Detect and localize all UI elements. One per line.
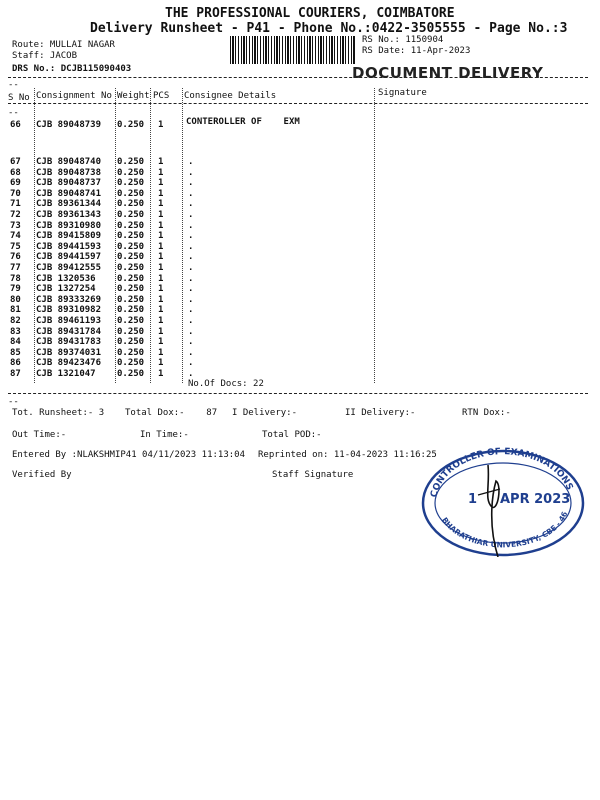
runsheet-subtitle: Delivery Runsheet - P41 - Phone No.:0422-3505555 - Page No.:3 — [90, 21, 568, 36]
row-weight: 0.250 — [117, 252, 145, 262]
row-sno: 87 — [10, 369, 21, 379]
no-of-docs: No.Of Docs: 22 — [188, 379, 264, 389]
document-delivery-stamp: DOCUMENT DELIVERY — [352, 64, 544, 82]
row-sno: 83 — [10, 327, 21, 337]
row-consignment: CJB 89048741 — [36, 189, 102, 199]
row-pcs: 1 — [158, 242, 164, 252]
col-divider — [182, 88, 183, 383]
row-sno: 85 — [10, 348, 21, 358]
row-consignee: . — [188, 189, 194, 199]
row-weight: 0.250 — [117, 242, 145, 252]
row-weight: 0.250 — [117, 168, 145, 178]
row-sno: 72 — [10, 210, 21, 220]
row-sno: 66 — [10, 120, 21, 130]
row-sno: 81 — [10, 305, 21, 315]
col-sno: S No — [8, 93, 30, 103]
row-weight: 0.250 — [117, 305, 145, 315]
row-weight: 0.250 — [117, 263, 145, 273]
row-consignee: . — [188, 199, 194, 209]
row-consignment: CJB 89048738 — [36, 168, 102, 178]
row-consignee: . — [188, 210, 194, 220]
row-consignee: . — [188, 168, 194, 178]
row-sno: 68 — [10, 168, 21, 178]
row-sno: 71 — [10, 199, 21, 209]
row-pcs: 1 — [158, 263, 164, 273]
row-sno: 82 — [10, 316, 21, 326]
row-consignment: CJB 89333269 — [36, 295, 102, 305]
row-weight: 0.250 — [117, 369, 145, 379]
row-pcs: 1 — [158, 231, 164, 241]
row-weight: 0.250 — [117, 231, 145, 241]
row-weight: 0.250 — [117, 295, 145, 305]
row-consignee: . — [188, 305, 194, 315]
row-weight: 0.250 — [117, 327, 145, 337]
row-consignment: CJB 89048740 — [36, 157, 102, 167]
row-consignee: . — [188, 231, 194, 241]
company-title: THE PROFESSIONAL COURIERS, COIMBATORE — [165, 6, 455, 21]
row-consignment: CJB 1321047 — [36, 369, 96, 379]
row-consignee: . — [188, 327, 194, 337]
svg-text:APR 2023: APR 2023 — [500, 492, 571, 507]
row-consignment: CJB 89441597 — [36, 252, 102, 262]
total-dox: Total Dox:- 87 — [125, 408, 218, 418]
row-sno: 67 — [10, 157, 21, 167]
row-pcs: 1 — [158, 284, 164, 294]
row-pcs: 1 — [158, 274, 164, 284]
row-consignment: CJB 89361343 — [36, 210, 102, 220]
row-pcs: 1 — [158, 358, 164, 368]
row-consignment: CJB 89361344 — [36, 199, 102, 209]
row-weight: 0.250 — [117, 157, 145, 167]
row-consignment: CJB 89415809 — [36, 231, 102, 241]
i-delivery: I Delivery:- — [232, 408, 298, 418]
verified-by: Verified By — [12, 470, 72, 480]
row-pcs: 1 — [158, 305, 164, 315]
col-divider — [150, 88, 151, 383]
row-consignee: . — [188, 348, 194, 358]
row-sno: 84 — [10, 337, 21, 347]
columns-divider — [8, 103, 588, 104]
row-pcs: 1 — [158, 178, 164, 188]
row-consignment: CJB 89423476 — [36, 358, 102, 368]
drs-number: DRS No.: DCJB115090403 — [12, 64, 132, 74]
row-weight: 0.250 — [117, 221, 145, 231]
col-divider — [115, 88, 116, 383]
row-weight: 0.250 — [117, 178, 145, 188]
row-consignee: . — [188, 242, 194, 252]
row-sno: 73 — [10, 221, 21, 231]
row-weight: 0.250 — [117, 199, 145, 209]
svg-text:1: 1 — [468, 492, 478, 507]
row-pcs: 1 — [158, 369, 164, 379]
reprinted-on: Reprinted on: 11-04-2023 11:16:25 — [258, 450, 437, 460]
dash-marker: -- — [8, 80, 19, 90]
row-pcs: 1 — [158, 168, 164, 178]
row-consignment: CJB 89310982 — [36, 305, 102, 315]
out-time: Out Time:- — [12, 430, 67, 440]
row-consignee: . — [188, 316, 194, 326]
col-pcs: PCS — [153, 91, 170, 101]
row-weight: 0.250 — [117, 337, 145, 347]
row-weight: 0.250 — [117, 348, 145, 358]
row-sno: 79 — [10, 284, 21, 294]
row-consignee: . — [188, 221, 194, 231]
row-sno: 77 — [10, 263, 21, 273]
row-pcs: 1 — [158, 337, 164, 347]
row-pcs: 1 — [158, 189, 164, 199]
row-pcs: 1 — [158, 295, 164, 305]
staff-signature: Staff Signature — [272, 470, 354, 480]
row-consignee: . — [188, 263, 194, 273]
rs-number: RS No.: 1150904 — [362, 35, 444, 45]
row-consignee: . — [188, 178, 194, 188]
row-consignment: CJB 1327254 — [36, 284, 96, 294]
row-weight: 0.250 — [117, 284, 145, 294]
header-divider — [8, 77, 588, 78]
svg-text:BHARATHIAR UNIVERSITY, CBE - 4: BHARATHIAR UNIVERSITY, CBE - 46 — [439, 510, 570, 550]
row-pcs: 1 — [158, 157, 164, 167]
rtn-dox: RTN Dox:- — [462, 408, 511, 418]
row-pcs: 1 — [158, 120, 164, 130]
staff-label: Staff: JACOB — [12, 51, 78, 61]
row-consignee: . — [188, 157, 194, 167]
row-consignment: CJB 89048737 — [36, 178, 102, 188]
row-pcs: 1 — [158, 252, 164, 262]
row-consignment: CJB 89431783 — [36, 337, 102, 347]
ii-delivery: II Delivery:- — [345, 408, 416, 418]
dash-marker: -- — [8, 108, 19, 118]
col-consignment: Consignment No — [36, 91, 112, 101]
row-sno: 78 — [10, 274, 21, 284]
row-pcs: 1 — [158, 327, 164, 337]
row-sno: 76 — [10, 252, 21, 262]
row-consignment: CJB 89441593 — [36, 242, 102, 252]
barcode-image — [230, 36, 356, 64]
row-consignee: . — [188, 369, 194, 379]
row-pcs: 1 — [158, 210, 164, 220]
col-weight: Weight — [117, 91, 150, 101]
row-consignment: CJB 89374031 — [36, 348, 102, 358]
row-weight: 0.250 — [117, 210, 145, 220]
row-consignment: CJB 89461193 — [36, 316, 102, 326]
dash-marker: -- — [8, 397, 19, 407]
col-divider — [374, 88, 375, 383]
row-consignee: . — [188, 252, 194, 262]
rs-date: RS Date: 11-Apr-2023 — [362, 46, 471, 56]
row-consignee: . — [188, 337, 194, 347]
row-sno: 69 — [10, 178, 21, 188]
row-consignment: CJB 1320536 — [36, 274, 96, 284]
entered-by: Entered By :NLAKSHMIP41 04/11/2023 11:13:04 — [12, 450, 245, 460]
row-sno: 74 — [10, 231, 21, 241]
row-weight: 0.250 — [117, 274, 145, 284]
row-weight: 0.250 — [117, 189, 145, 199]
row-weight: 0.250 — [117, 120, 145, 130]
row-consignee: . — [188, 295, 194, 305]
row-consignment: CJB 89048739 — [36, 120, 102, 130]
col-divider — [34, 88, 35, 383]
row-pcs: 1 — [158, 199, 164, 209]
row-pcs: 1 — [158, 348, 164, 358]
row-consignee: . — [188, 358, 194, 368]
total-pod: Total POD:- — [262, 430, 322, 440]
controller-seal-stamp — [418, 445, 586, 557]
row-sno: 86 — [10, 358, 21, 368]
row-consignee: . — [188, 284, 194, 294]
row-sno: 70 — [10, 189, 21, 199]
row-weight: 0.250 — [117, 316, 145, 326]
row-weight: 0.250 — [117, 358, 145, 368]
row-pcs: 1 — [158, 316, 164, 326]
row-consignment: CJB 89431784 — [36, 327, 102, 337]
row-pcs: 1 — [158, 221, 164, 231]
row-sno: 75 — [10, 242, 21, 252]
footer-divider — [8, 393, 588, 394]
row-consignment: CJB 89412555 — [36, 263, 102, 273]
route-label: Route: MULLAI NAGAR — [12, 40, 115, 50]
row-sno: 80 — [10, 295, 21, 305]
in-time: In Time:- — [140, 430, 189, 440]
row-consignee: CONTEROLLER OF EXM — [186, 117, 300, 127]
col-signature: Signature — [378, 88, 427, 98]
row-consignment: CJB 89310980 — [36, 221, 102, 231]
row-consignee: . — [188, 274, 194, 284]
tot-runsheet: Tot. Runsheet:- 3 — [12, 408, 105, 418]
col-consignee: Consignee Details — [184, 91, 277, 101]
svg-text:CONTROLLER OF EXAMINATIONS: CONTROLLER OF EXAMINATIONS — [429, 447, 575, 499]
